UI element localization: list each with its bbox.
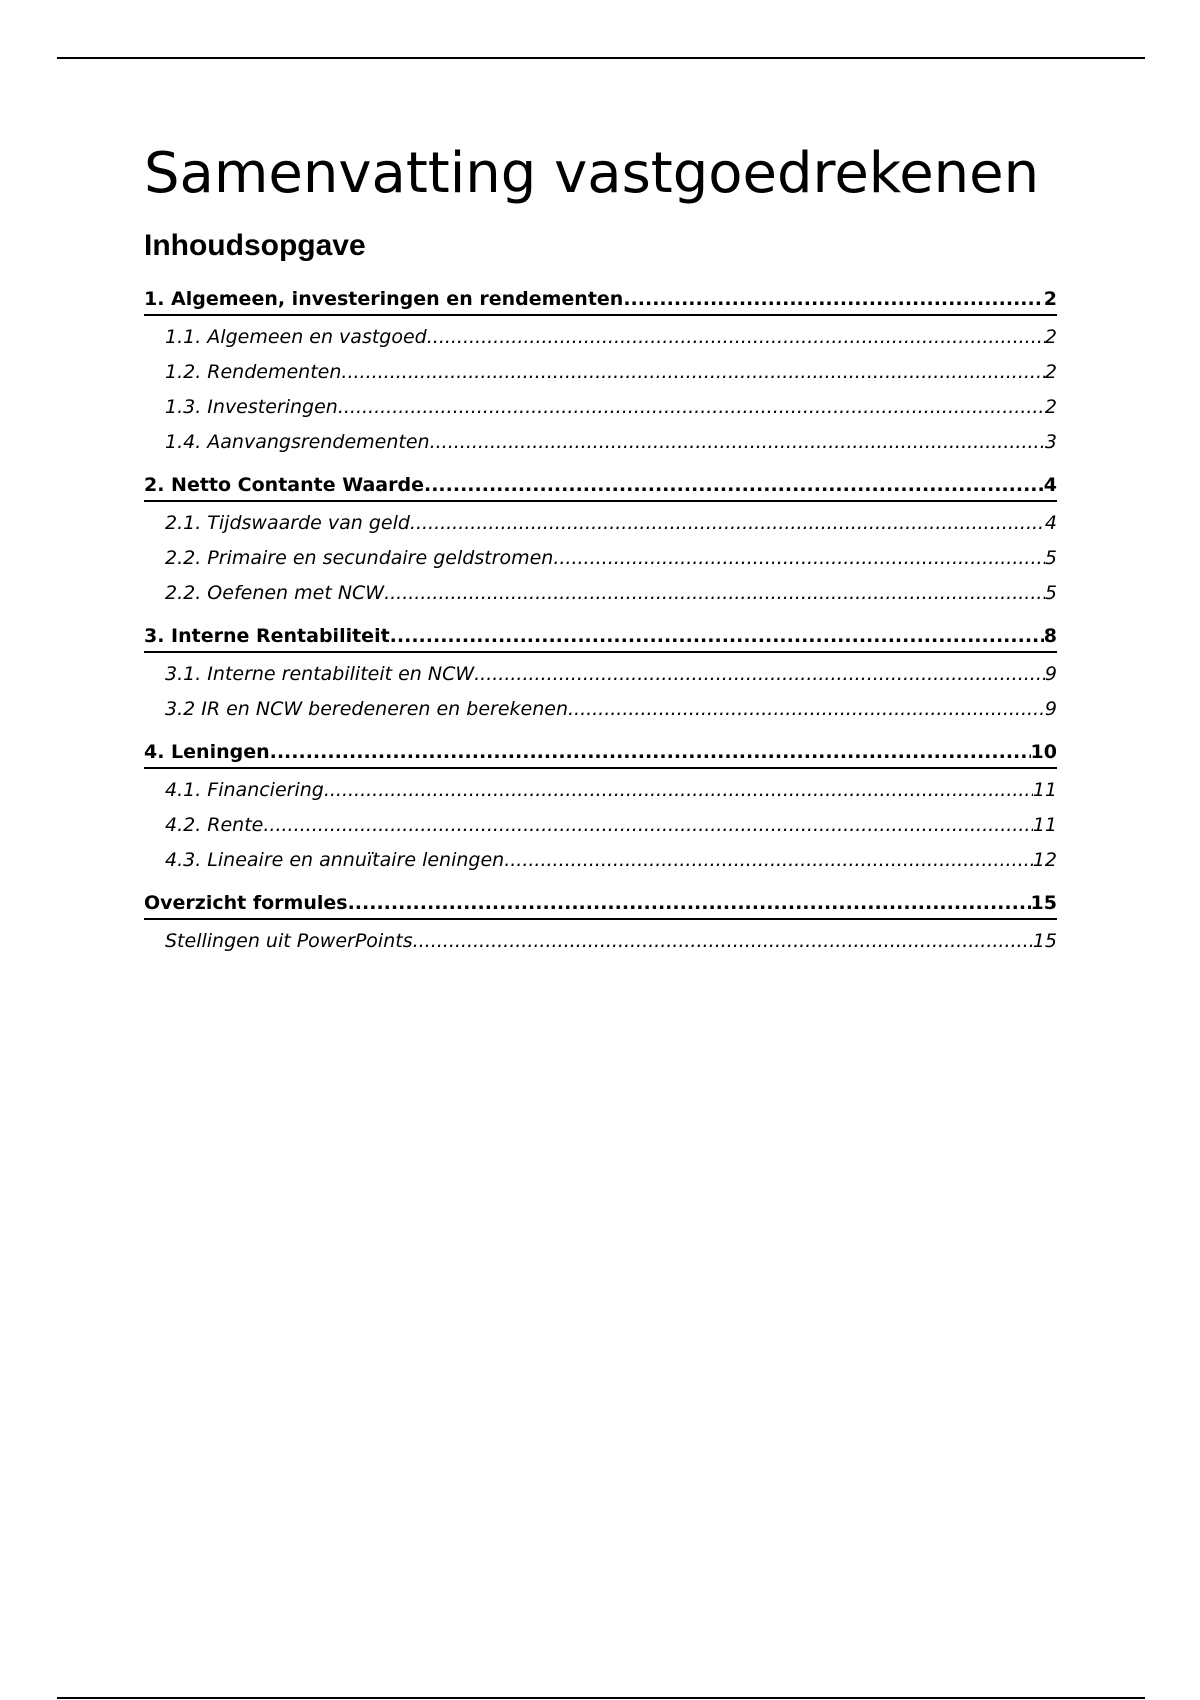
toc-entry-3-1[interactable] <box>144 657 1057 692</box>
toc-entry-label: 3.2 IR en NCW beredeneren en berekenen <box>165 698 568 720</box>
toc-entry-page: 5 <box>1044 582 1057 604</box>
dot-leader <box>390 621 1044 651</box>
dot-leader <box>430 425 1045 460</box>
toc-entry-label: 2.1. Tijdswaarde van geld <box>165 512 410 534</box>
toc-entry-page: 3 <box>1044 431 1057 453</box>
toc-entry-1-1[interactable] <box>144 320 1057 355</box>
toc-entry-page: 12 <box>1032 849 1057 871</box>
toc-heading: Inhoudsopgave <box>144 229 366 262</box>
toc-entry-statements[interactable] <box>144 924 1057 959</box>
toc-entry-page: 4 <box>1043 474 1057 496</box>
toc-entry-label: 1.4. Aanvangsrendementen <box>165 431 430 453</box>
toc-entry-2-2[interactable] <box>144 541 1057 576</box>
footer-rule <box>57 1697 1145 1699</box>
toc-entry-page: 2 <box>1043 288 1057 310</box>
toc-entry-page: 2 <box>1044 396 1057 418</box>
toc-entry-label: 1.2. Rendementen <box>165 361 342 383</box>
toc-section <box>144 888 1057 959</box>
toc-entry-page: 2 <box>1044 361 1057 383</box>
toc-entry-label: 1.3. Investeringen <box>165 396 338 418</box>
toc-entry-4-2[interactable] <box>144 808 1057 843</box>
toc-entry-label: 3.1. Interne rentabiliteit en NCW <box>165 663 475 685</box>
toc-entry-label: 4.2. Rente <box>165 814 264 836</box>
dot-leader <box>384 576 1045 611</box>
toc-entry-label: 2. Netto Contante Waarde <box>144 474 424 496</box>
toc-entry-chapter-4[interactable] <box>144 737 1057 769</box>
toc-entry-label: Stellingen uit PowerPoints <box>165 930 413 952</box>
page-content <box>144 138 1057 969</box>
dot-leader <box>410 506 1045 541</box>
toc-entry-label: 4.3. Lineaire en annuïtaire leningen <box>165 849 505 871</box>
toc-entry-page: 11 <box>1032 814 1057 836</box>
toc-entry-label: Overzicht formules <box>144 892 348 914</box>
toc-section <box>144 621 1057 727</box>
toc-entry-1-2[interactable] <box>144 355 1057 390</box>
dot-leader <box>341 355 1045 390</box>
toc-section <box>144 284 1057 460</box>
toc-entry-page: 9 <box>1044 663 1057 685</box>
table-of-contents <box>144 284 1057 959</box>
toc-entry-chapter-2[interactable] <box>144 470 1057 502</box>
toc-entry-page: 2 <box>1044 326 1057 348</box>
toc-entry-page: 15 <box>1032 930 1057 952</box>
dot-leader <box>474 657 1045 692</box>
dot-leader <box>427 320 1045 355</box>
dot-leader <box>338 390 1045 425</box>
dot-leader <box>263 808 1032 843</box>
toc-entry-label: 4. Leningen <box>144 741 270 763</box>
toc-entry-label: 1.1. Algemeen en vastgoed <box>165 326 427 348</box>
toc-entry-chapter-1[interactable] <box>144 284 1057 316</box>
toc-entry-page: 4 <box>1044 512 1057 534</box>
toc-section <box>144 470 1057 611</box>
dot-leader <box>553 541 1045 576</box>
toc-entry-label: 1. Algemeen, investeringen en rendementen <box>144 288 624 310</box>
document-title: Samenvatting vastgoedrekenen <box>144 141 1040 206</box>
dot-leader <box>424 470 1044 500</box>
toc-entry-page: 5 <box>1044 547 1057 569</box>
toc-entry-2-3[interactable] <box>144 576 1057 611</box>
toc-entry-4-1[interactable] <box>144 773 1057 808</box>
toc-entry-page: 11 <box>1032 779 1057 801</box>
dot-leader <box>568 692 1045 727</box>
toc-entry-2-1[interactable] <box>144 506 1057 541</box>
toc-entry-4-3[interactable] <box>144 843 1057 878</box>
toc-entry-chapter-3[interactable] <box>144 621 1057 653</box>
toc-entry-label: 2.2. Oefenen met NCW <box>165 582 385 604</box>
toc-entry-label: 2.2. Primaire en secundaire geldstromen <box>165 547 554 569</box>
toc-entry-1-4[interactable] <box>144 425 1057 460</box>
toc-entry-page: 15 <box>1030 892 1057 914</box>
toc-entry-page: 9 <box>1044 698 1057 720</box>
toc-entry-label: 4.1. Financiering <box>165 779 324 801</box>
toc-entry-page: 10 <box>1030 741 1057 763</box>
toc-entry-formulas[interactable] <box>144 888 1057 920</box>
header-rule <box>57 57 1145 59</box>
toc-entry-label: 3. Interne Rentabiliteit <box>144 625 390 647</box>
toc-section <box>144 737 1057 878</box>
dot-leader <box>324 773 1033 808</box>
toc-entry-1-3[interactable] <box>144 390 1057 425</box>
dot-leader <box>348 888 1031 918</box>
toc-entry-3-2[interactable] <box>144 692 1057 727</box>
dot-leader <box>504 843 1033 878</box>
dot-leader <box>413 924 1033 959</box>
toc-entry-page: 8 <box>1043 625 1057 647</box>
dot-leader <box>270 737 1031 767</box>
dot-leader <box>623 284 1043 314</box>
